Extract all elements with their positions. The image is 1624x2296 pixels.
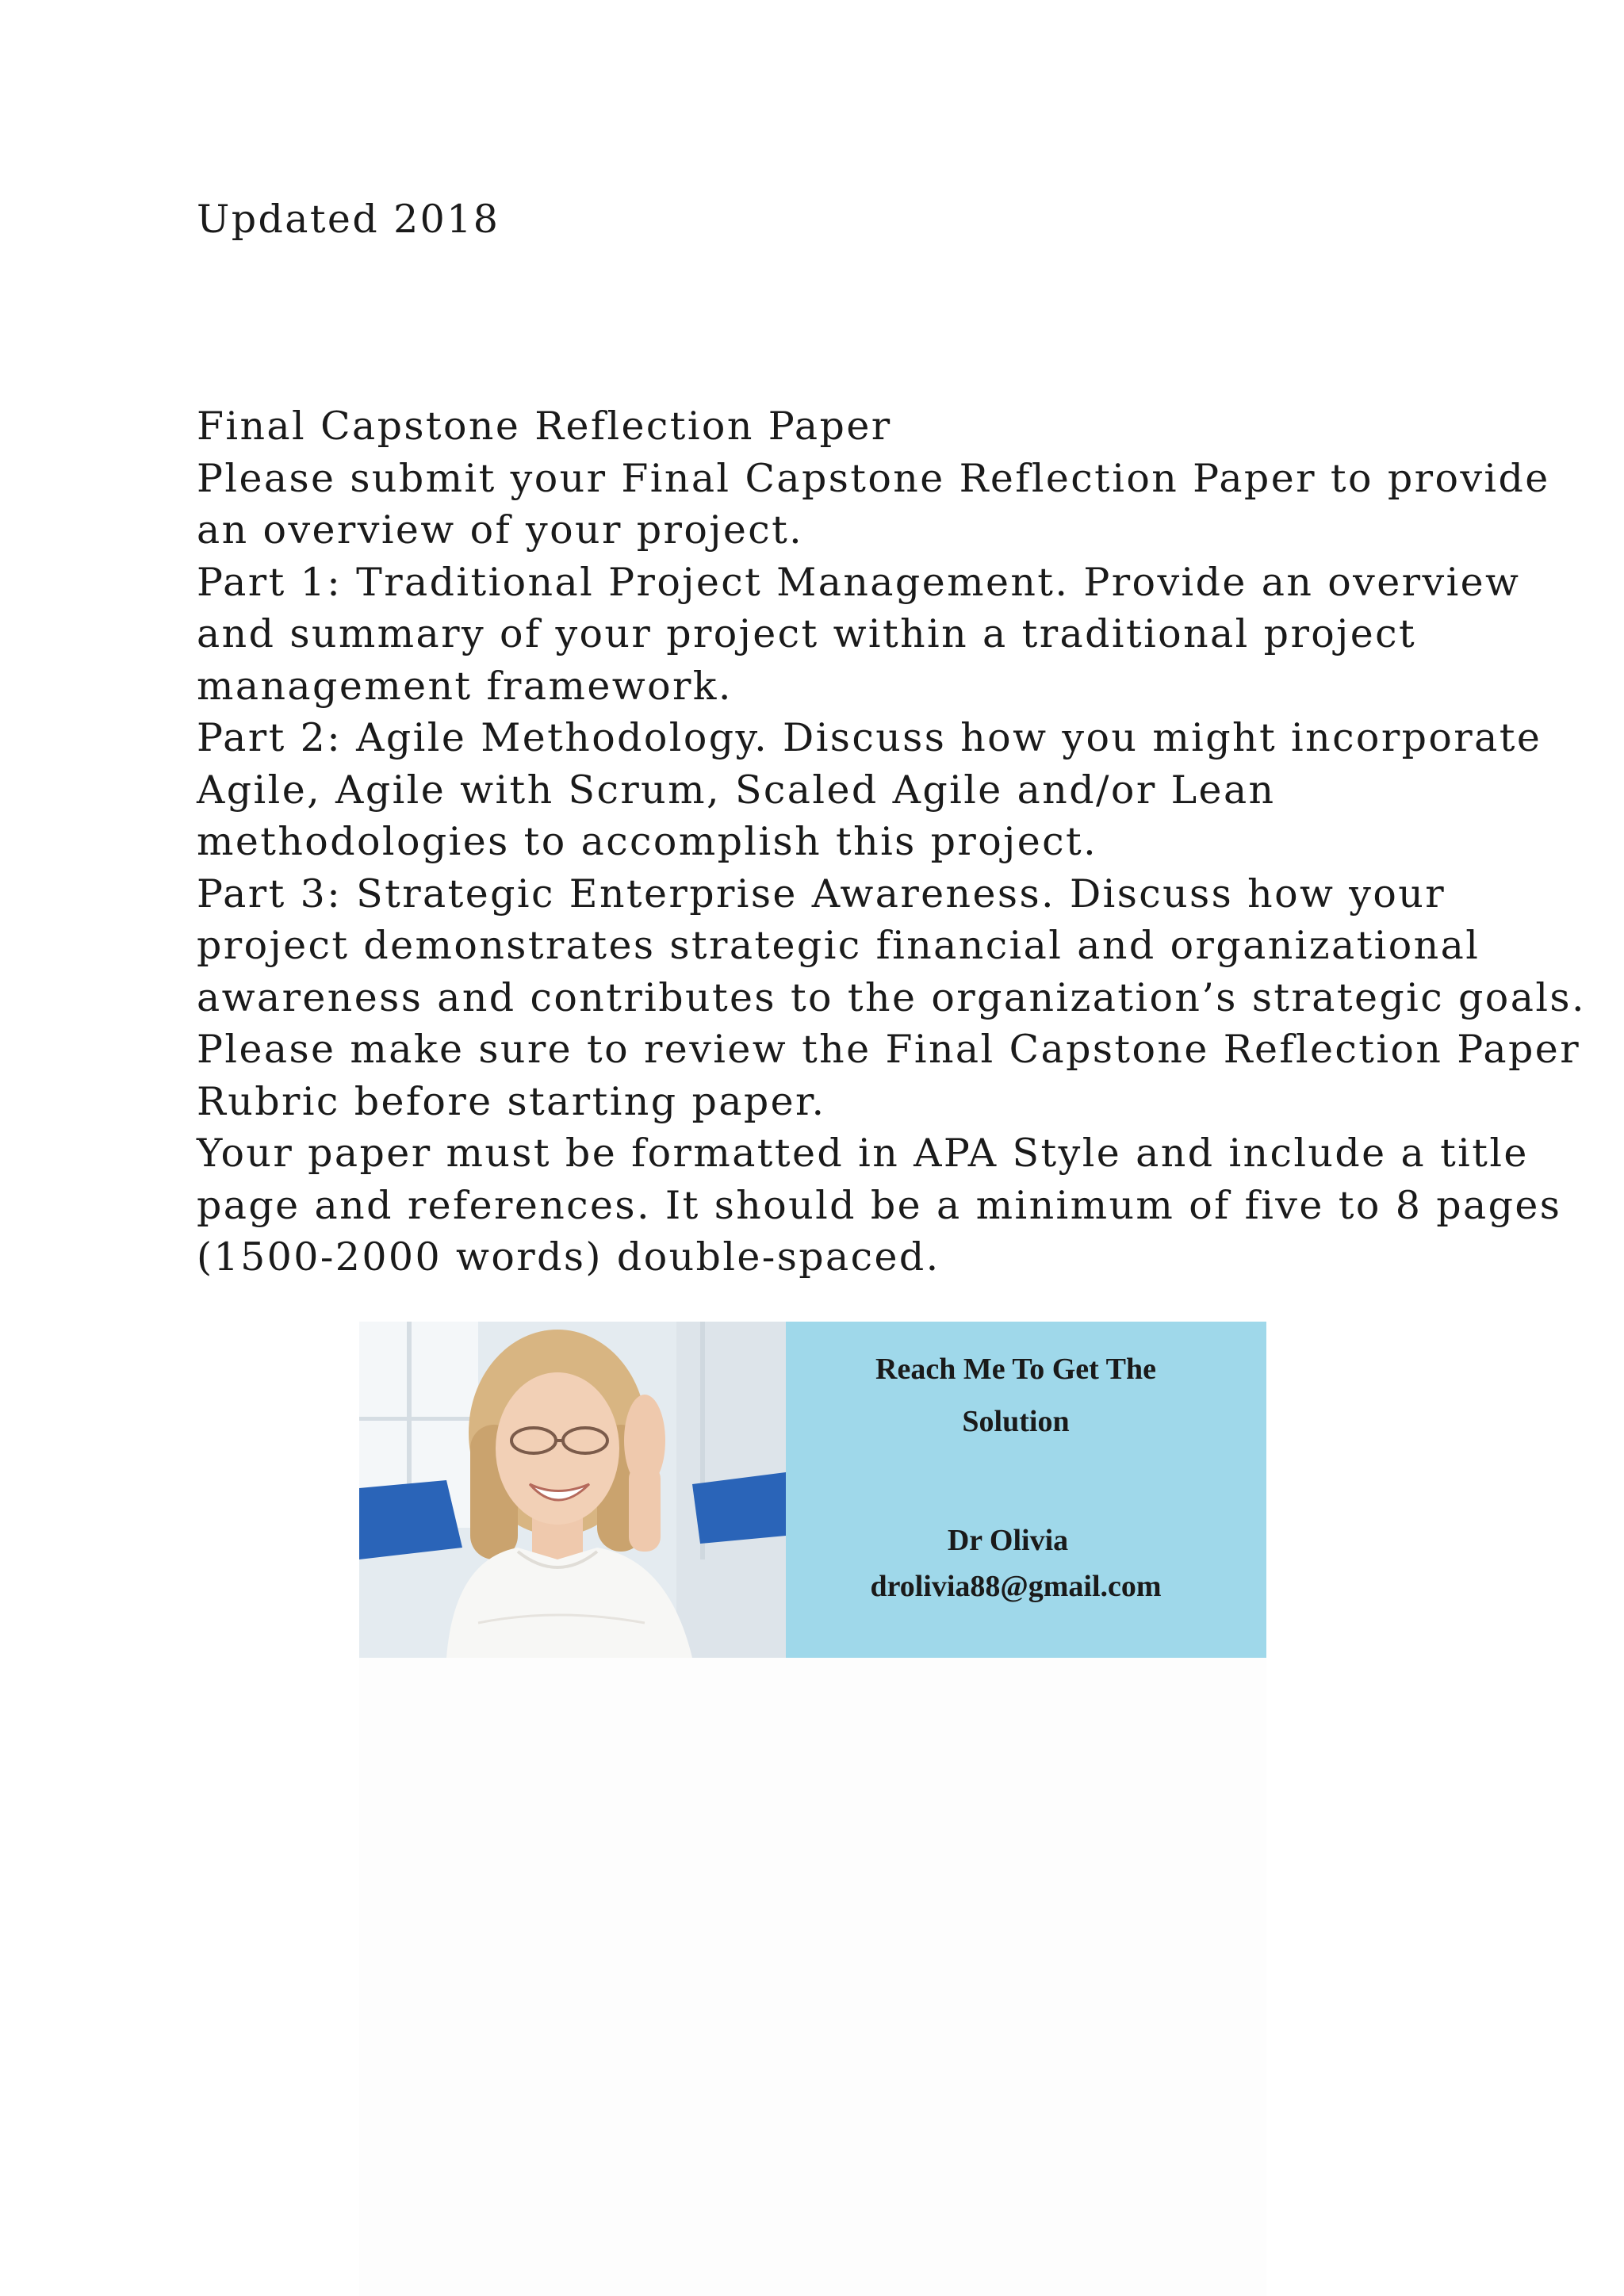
updated-label: Updated 2018: [197, 197, 500, 242]
document-line: (1500-2000 words) double-spaced.: [197, 1234, 940, 1280]
document-line: Rubric before starting paper.: [197, 1078, 826, 1124]
document-line: Please submit your Final Capstone Reflection Paper to provide: [197, 455, 1550, 501]
contact-email: drolivia88@gmail.com: [870, 1570, 1162, 1603]
document-line: Part 2: Agile Methodology. Discuss how you might incorporate: [197, 715, 1542, 760]
document-line: Agile, Agile with Scrum, Scaled Agile and/or Lean: [197, 767, 1276, 813]
document-line: Please make sure to review the Final Capstone Reflection Paper: [197, 1027, 1581, 1072]
document-line: Part 1: Traditional Project Management. Provide an overview: [197, 559, 1521, 605]
document-line: methodologies to accomplish this project.: [197, 819, 1098, 864]
blank-area: [359, 1658, 1266, 2296]
document-line: an overview of your project.: [197, 507, 804, 553]
document-line: project demonstrates strategic financial and organizational: [197, 923, 1480, 968]
document-line: awareness and contributes to the organization’s strategic goals.: [197, 974, 1586, 1020]
banner-heading-line1: Reach Me To Get The: [875, 1353, 1156, 1386]
document-line: page and references. It should be a minimum of five to 8 pages: [197, 1182, 1562, 1228]
banner-heading-line2: Solution: [962, 1405, 1070, 1438]
document-body: [197, 400, 1586, 1284]
document-line: Your paper must be formatted in APA Style and include a title: [197, 1131, 1529, 1176]
contact-name: Dr Olivia: [947, 1524, 1069, 1557]
document-line: management framework.: [197, 663, 733, 709]
contact-info-panel: [786, 1322, 1266, 1658]
woman-photo: [359, 1322, 786, 1658]
contact-banner: [359, 1322, 1266, 1658]
document-line: Part 3: Strategic Enterprise Awareness. Discuss how your: [197, 871, 1446, 916]
document-line: Final Capstone Reflection Paper: [197, 404, 892, 449]
document-line: and summary of your project within a traditional project: [197, 611, 1417, 656]
